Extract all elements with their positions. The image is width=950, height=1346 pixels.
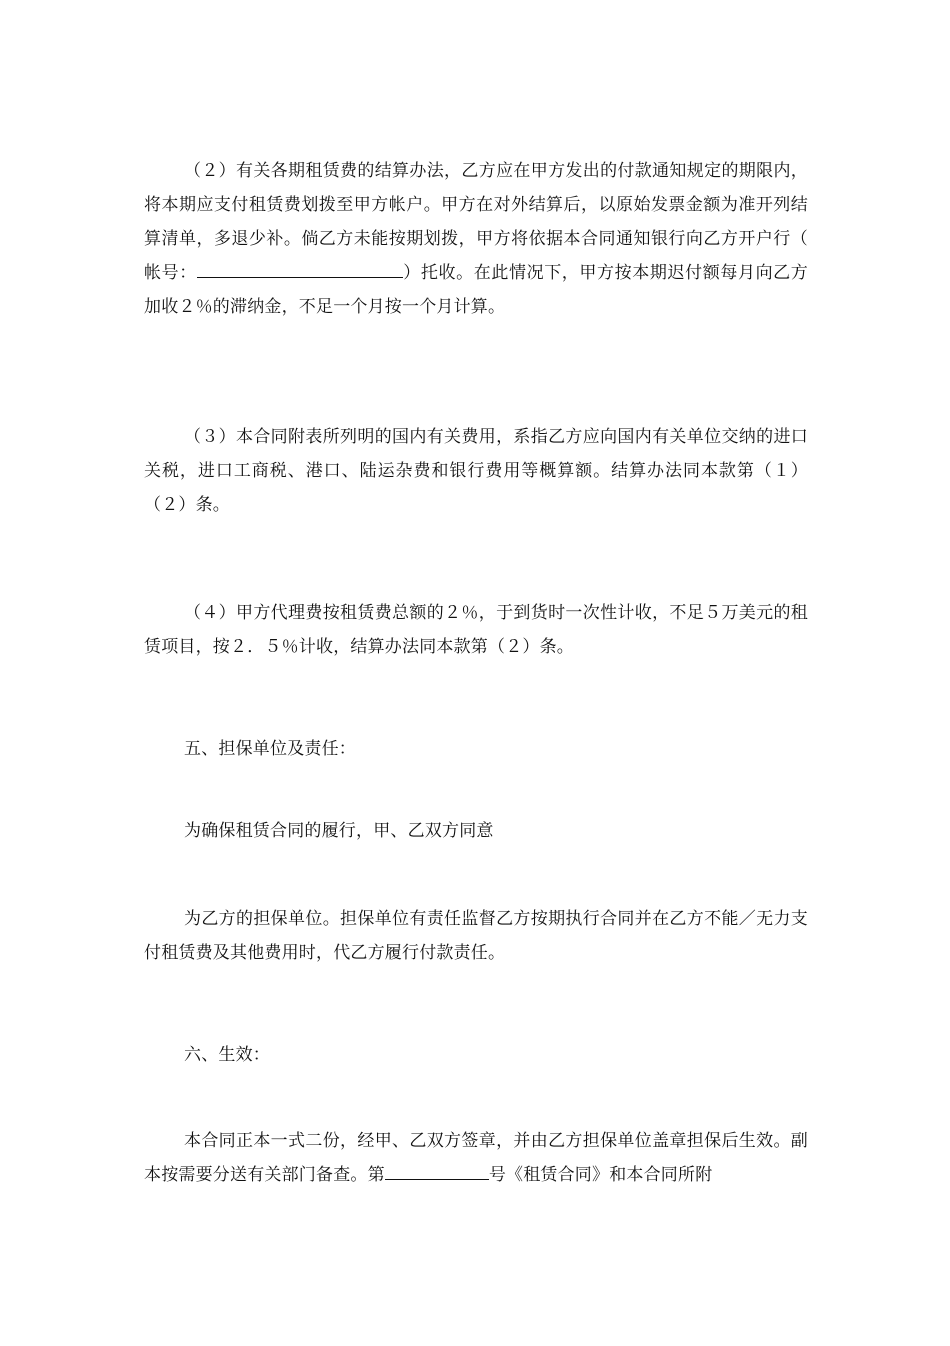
paragraph-effectiveness-text-1: 本合同正本一式二份，经甲、乙双方签章，并由乙方担保单位盖章担保后生效。副本按需要分送有关部门备查。第	[144, 1131, 808, 1185]
paragraph-settlement-text-2: ）托收。在此情况下，甲方按本期迟付额每月向乙方加收２％的滞纳金，不足一个月按一个月计算。	[144, 263, 808, 317]
paragraph-effectiveness	[144, 1124, 808, 1192]
paragraph-domestic-fees: （３）本合同附表所列明的国内有关费用，系指乙方应向国内有关单位交纳的进口关税，进口工商税、港口、陆运杂费和银行费用等概算额。结算办法同本款第（１）（２）条。	[144, 427, 808, 515]
contract-number-blank	[385, 1159, 489, 1180]
section-title-guarantor: 五、担保单位及责任：	[184, 739, 356, 759]
paragraph-guarantee-intro: 为确保租赁合同的履行，甲、乙双方同意	[184, 821, 494, 841]
paragraph-effectiveness-text-2: 号《租赁合同》和本合同所附	[488, 1165, 713, 1185]
section-title-effectiveness: 六、生效：	[184, 1045, 270, 1065]
account-number-blank	[197, 257, 403, 278]
paragraph-agency-fee: （４）甲方代理费按租赁费总额的２％，于到货时一次性计收，不足５万美元的租赁项目，按２．５％计收，结算办法同本款第（２）条。	[144, 603, 808, 657]
paragraph-guarantor-duty: 为乙方的担保单位。担保单位有责任监督乙方按期执行合同并在乙方不能／无力支付租赁费及其他费用时，代乙方履行付款责任。	[144, 909, 808, 963]
paragraph-settlement-text-1: （２）有关各期租赁费的结算办法，乙方应在甲方发出的付款通知规定的期限内，将本期应支付租赁费划拨至甲方帐户。甲方在对外结算后，以原始发票金额为准开列结算清单，多退少补。倘乙方未能按期划拨，甲方将依据本合同通知银行向乙方开户行（ 帐号：	[144, 161, 808, 283]
paragraph-settlement-method	[144, 154, 808, 324]
